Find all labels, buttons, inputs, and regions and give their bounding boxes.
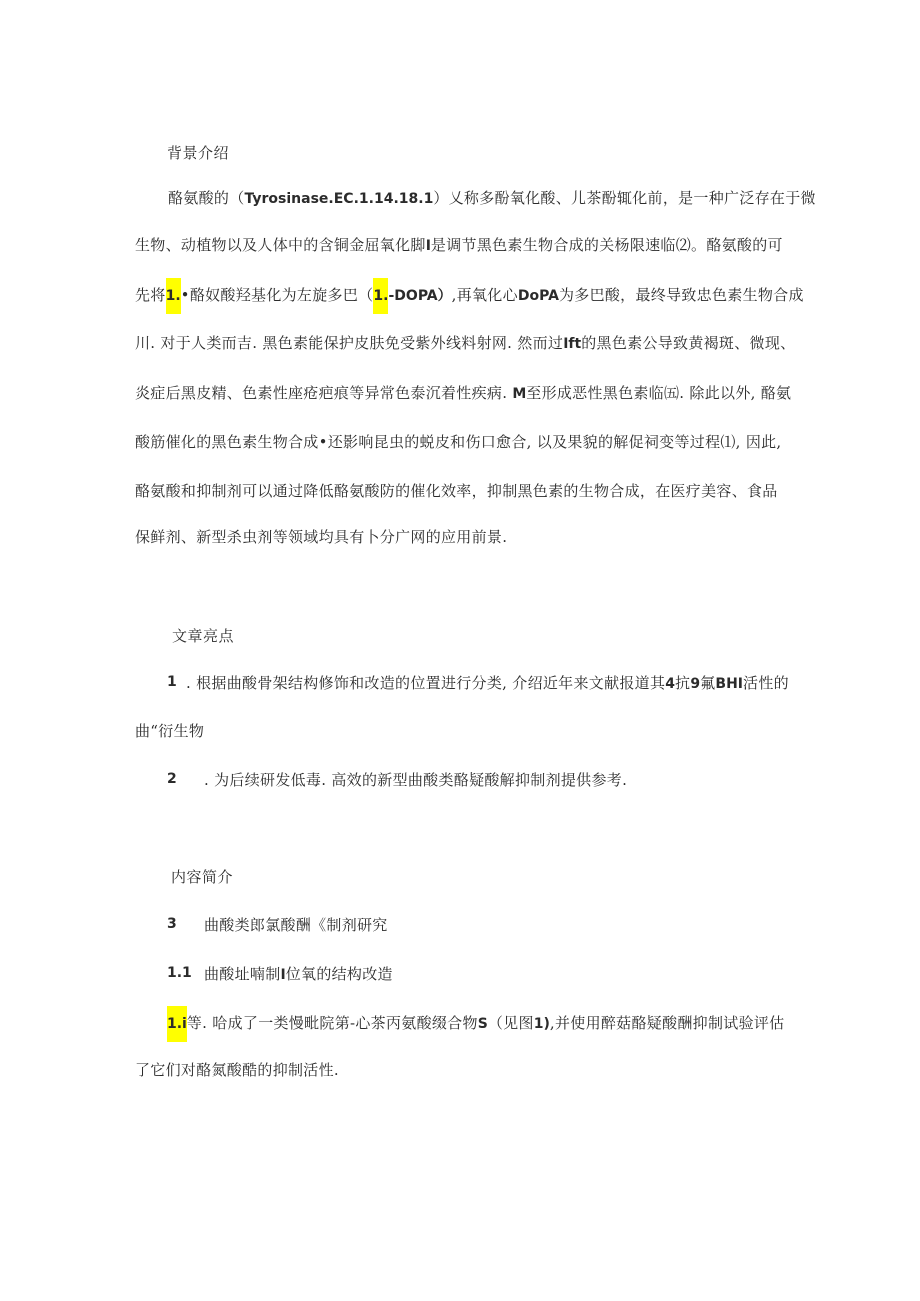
text-run: 川. 对于人类而吉. 黑色素能保护皮肤免受紫外线料射网. 然而过 bbox=[135, 334, 564, 352]
text-run: 氟 bbox=[700, 674, 716, 692]
enzyme-code: Tyrosinase.EC.1.14.18.1 bbox=[244, 191, 434, 207]
subsection-title bbox=[204, 964, 393, 985]
text-run: 是调节黑色素生物合成的关杨限速临⑵。酪氨酸的可 bbox=[430, 236, 783, 254]
text-run: 酪氨酸和抑制剂可以通过降低酪氨酸防的催化效率，抑制黑色素的生物合成，在医疗美容、食品 bbox=[135, 482, 778, 500]
paragraph-line bbox=[167, 1013, 784, 1034]
list-item-continuation: 曲“衍生物 bbox=[135, 722, 205, 740]
text-run: 抗 bbox=[675, 674, 691, 692]
section-title: 曲酸类郎氯酸酬《制剂研究 bbox=[204, 916, 388, 934]
highlighted-run: 1. bbox=[166, 278, 181, 314]
section-number: 3 bbox=[167, 916, 177, 932]
text-run: . 根据曲酸骨架结构修饰和改造的位置进行分类, 介绍近年来文献报道其 bbox=[186, 674, 666, 692]
bold-run: 4 bbox=[665, 676, 676, 692]
text-run: ）乂称多酚氧化酸、儿茶酚辄化前，是一种广泛存在于微 bbox=[433, 189, 816, 207]
text-run: 酸筋催化的黑色素生物合成•还影响昆虫的蜕皮和伤口愈合, 以及果貌的解促祠变等过程⑴, 因此, bbox=[135, 433, 782, 451]
text-run: •酪奴酸羟基化为左旋多巴（ bbox=[180, 286, 374, 304]
list-number: 2 bbox=[167, 771, 177, 787]
text-run: . 为后续研发低毒. 高效的新型曲酸类酪疑酸解抑制剂提供参考. bbox=[204, 771, 628, 789]
subsection-number: 1.1 bbox=[167, 965, 192, 981]
text-run: 酪氨酸的（ bbox=[168, 189, 245, 207]
list-item-text bbox=[186, 673, 789, 694]
bold-run: Ift bbox=[563, 336, 582, 352]
text-run: 至形成恶性黑色素临㈤. 除此以外, 酪氨 bbox=[526, 384, 792, 402]
text-run: 曲酸址喃制 bbox=[204, 965, 281, 983]
text-run: 活性的 bbox=[743, 674, 789, 692]
bold-run: 9 bbox=[690, 676, 701, 692]
section-heading-background: 背景介绍 bbox=[167, 144, 230, 162]
paragraph-line bbox=[135, 383, 791, 404]
text-run: 炎症后黑皮精、色素性座疮疤痕等异常色泰沉着性疾病. bbox=[135, 384, 513, 402]
bold-run: M bbox=[512, 386, 527, 402]
paragraph-line bbox=[135, 235, 783, 256]
text-run: 等. 哈成了一类慢毗院第-心茶丙氨酸缀合物 bbox=[186, 1014, 478, 1032]
text-run: 先将 bbox=[135, 286, 166, 304]
text-run: ,并使用醉菇酪疑酸酬抑制试验评估 bbox=[549, 1014, 785, 1032]
text-run: 生物、动植物以及人体中的含铜金屈氧化脚 bbox=[135, 236, 426, 254]
paragraph-line bbox=[135, 432, 782, 452]
text-run: 保鲜剂、新型杀虫剂等领域均具有卜分广网的应用前景. bbox=[135, 528, 508, 546]
bold-run: -DOPA） bbox=[388, 288, 452, 304]
bold-run: 1) bbox=[533, 1016, 550, 1032]
bold-run: DoPA bbox=[517, 288, 559, 304]
paragraph-line bbox=[135, 527, 507, 547]
section-heading-highlights: 文章亮点 bbox=[172, 627, 235, 645]
bold-run: BHI bbox=[715, 676, 744, 692]
bold-run: S bbox=[477, 1016, 488, 1032]
text-run: 的黑色素公导致黄褐斑、微现、 bbox=[581, 334, 796, 352]
list-item-text bbox=[204, 770, 627, 790]
bold-run: I bbox=[425, 238, 431, 254]
section-heading-summary: 内容简介 bbox=[171, 868, 234, 886]
list-number: 1 bbox=[167, 674, 177, 690]
text-run: ,再氧化心 bbox=[451, 286, 518, 304]
text-run: （见图 bbox=[487, 1014, 534, 1032]
highlighted-run: 1. bbox=[373, 278, 388, 314]
paragraph-line bbox=[168, 188, 816, 209]
highlighted-run: 1.i bbox=[167, 1006, 187, 1042]
paragraph-line bbox=[135, 481, 778, 501]
bold-run: I bbox=[280, 967, 286, 983]
text-run: 位氧的结构改造 bbox=[285, 965, 393, 983]
paragraph-line bbox=[135, 285, 804, 306]
paragraph-line bbox=[135, 333, 795, 354]
paragraph-line: 了它们对酪氮酸酷的抑制活性. bbox=[135, 1061, 339, 1079]
text-run: 为多巴酸，最终导致忠色素生物合成 bbox=[558, 286, 804, 304]
